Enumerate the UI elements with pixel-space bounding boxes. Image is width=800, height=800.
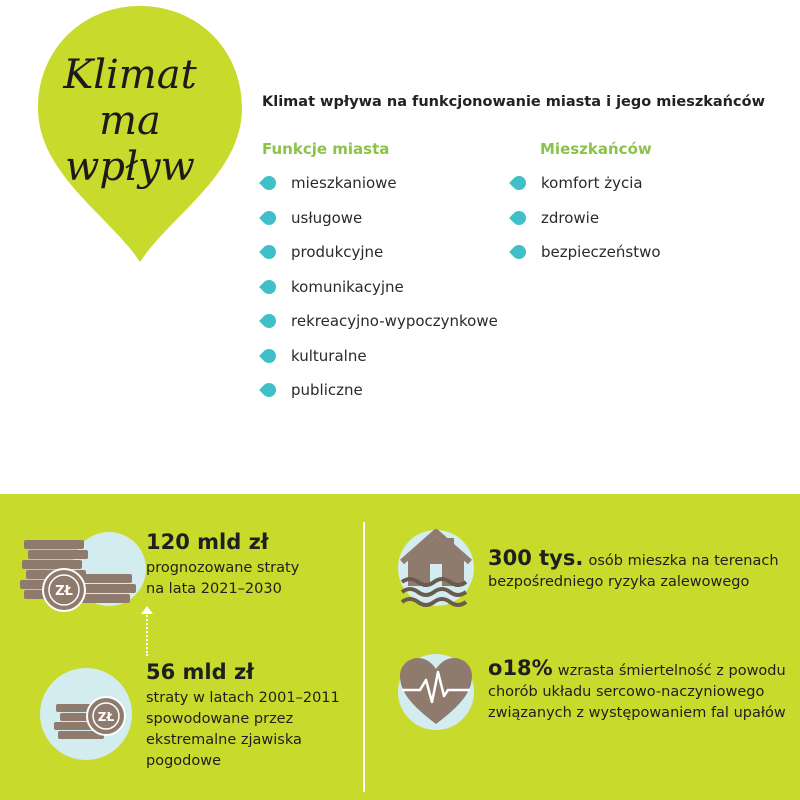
badge-line-1: Klimat [63,52,197,98]
drop-bullet-icon [259,346,279,366]
stat-text-line: ekstremalne zjawiska [146,732,302,748]
dotted-connector [146,612,148,656]
drop-bullet-icon [509,173,529,193]
stat-56 [146,660,340,772]
stat-text-line: straty w latach 2001–2011 [146,690,340,706]
stat-120 [146,530,299,600]
flooded-house-icon [396,524,476,610]
drop-bullet-icon [509,242,529,262]
stat-text-line: związanych z występowaniem fal upałów [488,705,786,721]
list-item-label: usługowe [291,208,363,227]
stat-value: 120 mld zł [146,530,269,554]
list-item-label: komunikacyjne [291,277,404,296]
stat-18 [488,656,786,724]
list-item-label: zdrowie [541,208,600,227]
coins-icon [16,528,148,616]
list-item-label: komfort życia [541,174,643,193]
badge-line-3: wpływ [65,144,195,190]
stat-prefix: o [488,656,503,680]
badge-line-2: ma [99,98,161,144]
col1-heading: Funkcje miasta [262,140,390,158]
coin-label: ZŁ [55,584,73,599]
list-item [262,339,498,374]
list-item [262,373,498,408]
list-item [262,201,498,236]
stat-text-line: pogodowe [146,753,222,769]
list-item-label: mieszkaniowe [291,174,397,193]
stat-text-line: spowodowane przez [146,711,294,727]
stat-text-line: chorób układu sercowo-naczyniowego [488,684,765,700]
page-title: Klimat wpływa na funkcjonowanie miasta i jego mieszkańców [262,94,765,110]
stat-300 [488,546,779,593]
residents-list [512,166,661,270]
coins-icon [52,690,132,742]
stat-text-line: wzrasta śmiertelność z powodu [557,663,786,679]
stat-text-line: prognozowane straty [146,560,300,576]
list-item [262,235,498,270]
list-item-label: produkcyjne [291,243,384,262]
stat-text-line: osób mieszka na terenach [588,553,779,569]
list-item [262,166,498,201]
list-item-label: rekreacyjno-wypoczynkowe [291,312,498,331]
stat-value: 18% [502,656,553,680]
coin-label: ZŁ [97,710,115,724]
stat-value: 56 mld zł [146,660,254,684]
col2-heading: Mieszkańców [540,140,652,158]
drop-bullet-icon [259,208,279,228]
list-item [512,166,661,201]
list-item-label: kulturalne [291,346,367,365]
list-item [262,270,498,305]
drop-bullet-icon [259,173,279,193]
heart-pulse-icon [398,656,474,726]
badge-title [30,52,230,190]
drop-bullet-icon [509,208,529,228]
stat-value: 300 tys. [488,546,584,570]
stat-text-line: bezpośredniego ryzyka zalewowego [488,574,750,590]
list-item-label: publiczne [291,381,363,400]
drop-bullet-icon [259,311,279,331]
drop-bullet-icon [259,380,279,400]
drop-bullet-icon [259,242,279,262]
stat-text-line: na lata 2021–2030 [146,581,282,597]
city-functions-list [262,166,498,408]
list-item-label: bezpieczeństwo [541,243,661,262]
list-item [512,201,661,236]
list-item [262,304,498,339]
panel-divider [363,522,365,792]
list-item [512,235,661,270]
drop-bullet-icon [259,277,279,297]
